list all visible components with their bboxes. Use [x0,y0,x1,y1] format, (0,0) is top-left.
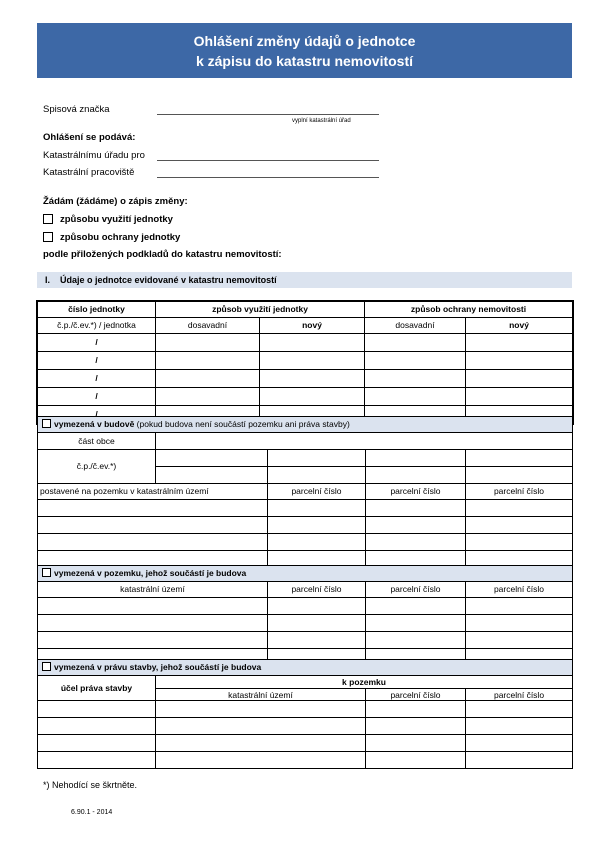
budova-checkbox[interactable] [42,419,51,428]
input-cell[interactable] [466,450,573,467]
table-row [38,352,573,370]
katastralni-uzemi-header: katastrální území [156,689,366,701]
input-cell[interactable] [466,500,573,517]
option-ochrana-label: způsobu ochrany jednotky [60,232,181,243]
input-cell[interactable] [366,615,466,632]
k-pozemku-header: k pozemku [156,676,573,689]
input-cell[interactable] [466,517,573,534]
pozemek-label: vymezená v pozemku, jehož součástí je budova [54,568,247,578]
col-ochrana-header: způsob ochrany nemovitosti [365,302,573,318]
vyplni-note: vyplní katastrální úřad [292,118,351,124]
input-cell[interactable] [156,352,260,370]
form-header [37,23,572,78]
cast-obce-input[interactable] [156,433,573,450]
table-row [38,370,573,388]
input-cell[interactable] [260,388,365,406]
table-row [38,615,573,632]
input-cell[interactable] [366,752,466,769]
input-cell[interactable] [268,615,366,632]
input-cell[interactable] [366,500,466,517]
table-row [38,534,573,551]
budova-label-note: (pokud budova není součástí pozemku ani práva stavby) [134,419,350,429]
sub-cp-header: č.p./č.ev.*) / jednotka [38,318,156,334]
pravo-header [38,660,573,676]
table-row [38,632,573,649]
pravo-stavby-table [37,659,573,769]
parcelni-header-2: parcelní číslo [366,582,466,598]
table-row [38,598,573,615]
footnote: *) Nehodící se škrtněte. [43,780,138,790]
input-cell[interactable] [38,534,268,551]
unit-number-cell[interactable]: / [38,352,156,370]
input-cell[interactable] [156,334,260,352]
section-1-number: I. [45,275,51,285]
input-cell[interactable] [38,701,156,718]
cast-obce-label: část obce [38,433,156,450]
table-row [38,500,573,517]
input-cell[interactable] [38,500,268,517]
input-cell[interactable] [156,718,366,735]
pravo-checkbox[interactable] [42,662,51,671]
input-cell[interactable] [38,735,156,752]
input-cell[interactable] [466,370,573,388]
input-cell[interactable] [38,632,268,649]
unit-number-cell[interactable]: / [38,370,156,388]
col-cislo-header: číslo jednotky [38,302,156,318]
parcelni-header-3: parcelní číslo [466,582,573,598]
spisova-znacka-field[interactable] [157,114,379,115]
parcelni-header-1: parcelní číslo [268,582,366,598]
table-row [38,752,573,769]
input-cell[interactable] [260,370,365,388]
unit-number-cell[interactable]: / [38,334,156,352]
input-cell[interactable] [466,388,573,406]
input-cell[interactable] [156,467,268,484]
budova-label: vymezená v budově [54,419,135,429]
sub-vyuziti-dosavadni: dosavadní [156,318,260,334]
pozemek-header [38,566,573,582]
ohlaseni-heading: Ohlášení se podává: [43,132,136,143]
parcelni-header-3: parcelní číslo [466,484,573,500]
input-cell[interactable] [466,467,573,484]
input-cell[interactable] [38,752,156,769]
ucel-header: účel práva stavby [38,676,156,701]
table-row [38,718,573,735]
input-cell[interactable] [268,500,366,517]
input-cell[interactable] [466,718,573,735]
option-vyuziti-checkbox[interactable] [43,214,53,224]
pravo-label: vymezená v právu stavby, jehož součástí je budova [54,662,262,672]
input-cell[interactable] [366,450,466,467]
table-row [38,517,573,534]
katastralni-pracoviste-label: Katastrální pracoviště [43,167,135,178]
postavene-label: postavené na pozemku v katastrálním území [38,484,268,500]
input-cell[interactable] [365,352,466,370]
input-cell[interactable] [365,370,466,388]
input-cell[interactable] [156,701,366,718]
input-cell[interactable] [260,334,365,352]
input-cell[interactable] [156,752,366,769]
input-cell[interactable] [268,534,366,551]
sub-ochrana-dosavadni: dosavadní [365,318,466,334]
input-cell[interactable] [366,632,466,649]
input-cell[interactable] [466,615,573,632]
input-cell[interactable] [156,388,260,406]
input-cell[interactable] [365,334,466,352]
unit-table [37,301,573,424]
input-cell[interactable] [366,534,466,551]
form-code: 6.90.1 - 2014 [71,809,113,816]
input-cell[interactable] [38,598,268,615]
podle-podkladu-text: podle přiložených podkladů do katastru nemovitostí: [43,249,282,260]
input-cell[interactable] [466,352,573,370]
cp-label: č.p./č.ev.*) [38,450,156,484]
input-cell[interactable] [38,718,156,735]
input-cell[interactable] [38,517,268,534]
sub-ochrana-novy: nový [466,318,573,334]
section-1-heading [37,272,572,288]
input-cell[interactable] [365,388,466,406]
input-cell[interactable] [366,598,466,615]
table-row [38,334,573,352]
input-cell[interactable] [268,598,366,615]
parcelni-header-1: parcelní číslo [366,689,466,701]
input-cell[interactable] [466,735,573,752]
form-title-line1: Ohlášení změny údajů o jednotce [193,33,416,49]
option-vyuziti-label: způsobu využití jednotky [60,214,173,225]
input-cell[interactable] [156,450,268,467]
input-cell[interactable] [466,701,573,718]
parcelni-header-2: parcelní číslo [366,484,466,500]
input-cell[interactable] [366,517,466,534]
zadam-heading: Žádám (žádáme) o zápis změny: [43,196,188,207]
table-row [38,735,573,752]
unit-number-cell[interactable]: / [38,406,156,424]
input-cell[interactable] [268,450,366,467]
col-vyuziti-header: způsob využití jednotky [156,302,365,318]
budova-table [37,416,573,568]
input-cell[interactable] [268,467,366,484]
input-cell[interactable] [366,735,466,752]
input-cell[interactable] [366,701,466,718]
parcelni-header-2: parcelní číslo [466,689,573,701]
input-cell[interactable] [466,752,573,769]
input-cell[interactable] [260,352,365,370]
input-cell[interactable] [156,735,366,752]
input-cell[interactable] [156,370,260,388]
input-cell[interactable] [38,615,268,632]
katastralni-uzemi-header: katastrální území [38,582,268,598]
katastralnimu-uradu-label: Katastrálnímu úřadu pro [43,150,145,161]
input-cell[interactable] [366,467,466,484]
sub-vyuziti-novy: nový [260,318,365,334]
katastralnimu-uradu-field[interactable] [157,160,379,161]
pozemek-table [37,565,573,666]
form-title-line2: k zápisu do katastru nemovitostí [195,53,414,69]
input-cell[interactable] [268,517,366,534]
section-1-title: Údaje o jednotce evidované v katastru nemovitostí [60,275,277,285]
input-cell[interactable] [466,334,573,352]
input-cell[interactable] [366,718,466,735]
pozemek-checkbox[interactable] [42,568,51,577]
spisova-znacka-label: Spisová značka [43,104,110,115]
option-ochrana-checkbox[interactable] [43,232,53,242]
input-cell[interactable] [268,632,366,649]
budova-header [38,417,573,433]
table-row [38,388,573,406]
katastralni-pracoviste-field[interactable] [157,177,379,178]
unit-number-cell[interactable]: / [38,388,156,406]
input-cell[interactable] [466,598,573,615]
input-cell[interactable] [466,534,573,551]
parcelni-header-1: parcelní číslo [268,484,366,500]
input-cell[interactable] [466,632,573,649]
table-row [38,701,573,718]
